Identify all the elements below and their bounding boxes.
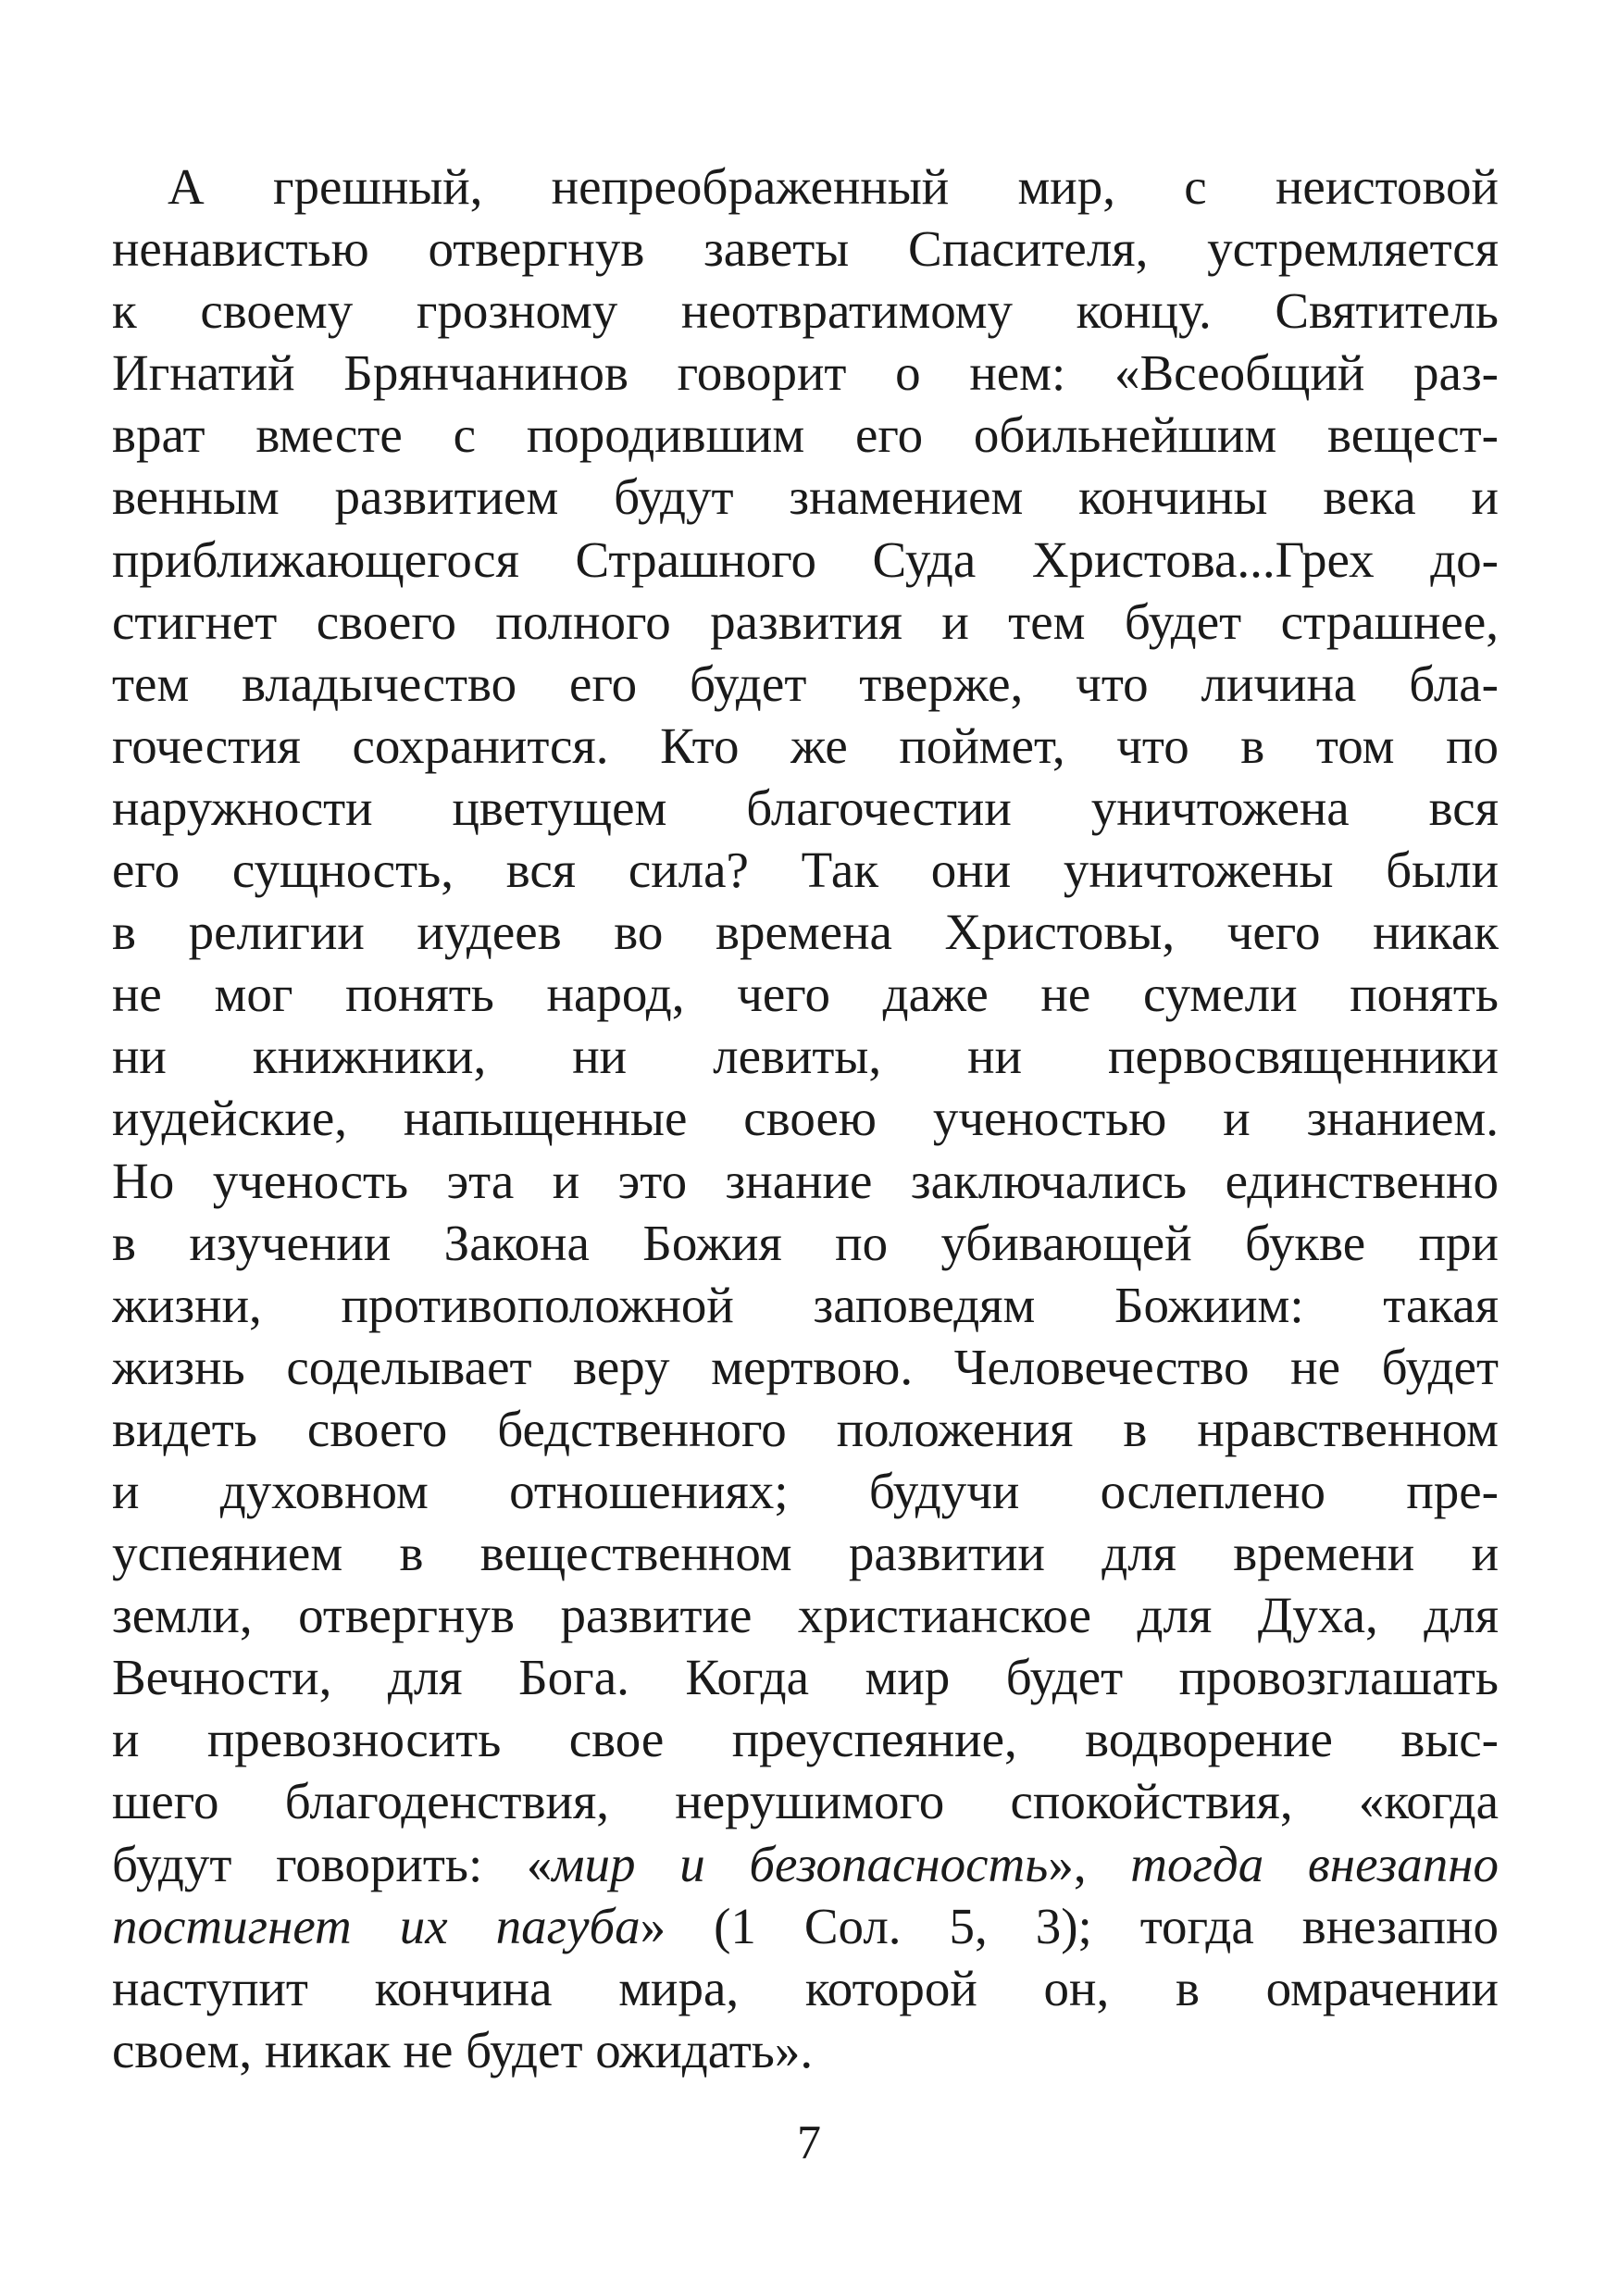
text-segment: видеть своего бедственного положения в нравственном <box>112 1400 1499 1457</box>
text-line <box>112 1025 1499 1087</box>
text-line <box>112 1646 1499 1708</box>
text-line <box>112 1212 1499 1274</box>
page-number: 7 <box>797 2116 821 2169</box>
text-segment: своем, никак не будет ожидать». <box>112 2021 814 2078</box>
text-segment: его сущность, вся сила? Так они уничтожены были <box>112 842 1499 899</box>
text-segment: иудейские, напыщенные своею ученостью и знанием. <box>112 1090 1499 1147</box>
body-paragraph <box>112 156 1499 2081</box>
text-line <box>112 591 1499 653</box>
text-line <box>112 839 1499 901</box>
text-line <box>112 777 1499 839</box>
text-segment: земли, отвергнув развитие христианское для Духа, для <box>112 1587 1499 1644</box>
text-line <box>112 1895 1499 1957</box>
text-segment: не мог понять народ, чего даже не сумели понять <box>112 966 1499 1023</box>
text-line <box>112 1274 1499 1336</box>
text-segment: стигнет своего полного развития и тем будет страшнее, <box>112 593 1499 650</box>
italic-quote-segment: мир и безопасность <box>552 1835 1049 1892</box>
text-segment: врат вместе с породившим его обильнейшим вещест- <box>112 406 1499 464</box>
text-segment: приближающегося Страшного Суда Христова...Грех до- <box>112 530 1499 588</box>
text-line <box>112 280 1499 342</box>
text-segment: венным развитием будут знамением кончины века и <box>112 468 1499 526</box>
text-line <box>112 901 1499 963</box>
text-line <box>112 1770 1499 1832</box>
text-line <box>112 1087 1499 1149</box>
text-line <box>112 963 1499 1025</box>
text-segment: в изучении Закона Божия по убивающей букве при <box>112 1214 1499 1271</box>
text-segment: жизнь соделывает веру мертвою. Человечество не будет <box>112 1338 1499 1395</box>
text-line <box>112 529 1499 591</box>
text-segment: гочестия сохранится. Кто же поймет, что в том по <box>112 717 1499 774</box>
text-line <box>112 1336 1499 1398</box>
text-segment: успеянием в вещественном развитии для времени и <box>112 1525 1499 1582</box>
text-line <box>112 218 1499 280</box>
text-segment: » (1 Сол. 5, 3); тогда внезапно <box>640 1897 1499 1954</box>
text-segment: и превозносить свое преуспеяние, водворение выс- <box>112 1711 1499 1768</box>
text-segment: и духовном отношениях; будучи ослеплено пре- <box>112 1462 1499 1519</box>
text-line <box>112 2019 1499 2081</box>
text-segment: ни книжники, ни левиты, ни первосвященники <box>112 1028 1499 1085</box>
text-segment: в религии иудеев во времена Христовы, чего никак <box>112 904 1499 961</box>
italic-quote-segment: постигнет их пагуба <box>112 1897 641 1954</box>
text-line <box>112 1398 1499 1460</box>
text-line <box>112 1150 1499 1212</box>
text-segment: тем владычество его будет тверже, что личина бла- <box>112 655 1499 712</box>
italic-quote-segment: тогда внезапно <box>1130 1835 1499 1892</box>
text-line <box>112 156 1499 218</box>
text-segment: наружности цветущем благочестии уничтожена вся <box>112 779 1499 836</box>
text-line <box>112 1584 1499 1646</box>
text-segment: ненавистью отвергнув заветы Спасителя, устремляется <box>112 220 1499 278</box>
text-line <box>112 1460 1499 1522</box>
text-line <box>112 1522 1499 1584</box>
text-line <box>112 342 1499 404</box>
text-line <box>112 1833 1499 1895</box>
text-line <box>112 404 1499 466</box>
text-segment: будут говорить: « <box>112 1835 553 1892</box>
text-line <box>112 1957 1499 2019</box>
text-segment: Вечности, для Бога. Когда мир будет провозглашать <box>112 1649 1499 1706</box>
text-segment: жизни, противоположной заповедям Божиим: такая <box>112 1276 1499 1333</box>
text-line <box>112 466 1499 528</box>
text-line <box>112 1708 1499 1770</box>
text-segment: шего благоденствия, нерушимого спокойствия, «когда <box>112 1773 1499 1830</box>
text-segment: наступит кончина мира, которой он, в омрачении <box>112 1959 1499 2016</box>
text-segment: Но ученость эта и это знание заключались единственно <box>112 1152 1499 1209</box>
text-segment: », <box>1048 1835 1131 1892</box>
text-segment: Игнатий Брянчанинов говорит о нем: «Всеобщий раз- <box>112 344 1499 402</box>
text-segment: к своему грозному неотвратимому концу. Святитель <box>112 282 1499 340</box>
text-segment: А грешный, непреображенный мир, с неистовой <box>168 158 1499 215</box>
text-line <box>112 715 1499 777</box>
text-line <box>112 653 1499 715</box>
